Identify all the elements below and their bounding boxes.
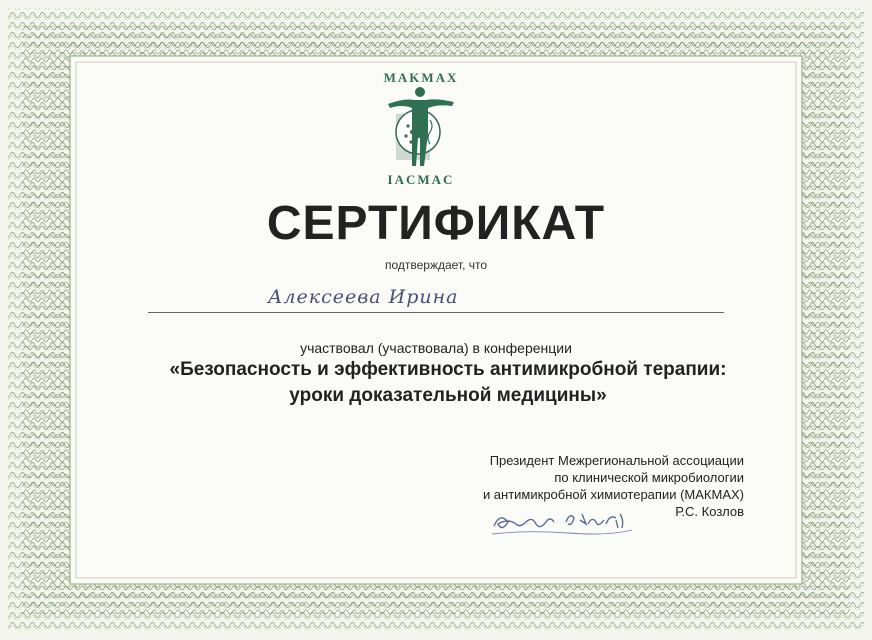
logo-top-text: MAKMAX bbox=[383, 70, 459, 85]
recipient-name: Алексеева Ирина bbox=[268, 286, 459, 308]
handwritten-signature bbox=[488, 500, 638, 544]
participation-text: участвовал (участвовала) в конференции bbox=[300, 340, 572, 356]
confirms-text: подтверждает, что bbox=[384, 258, 488, 272]
association-logo bbox=[376, 70, 466, 190]
signatory-name: Р.С. Козлов bbox=[675, 504, 744, 519]
signatory-line3: и антимикробной химиотерапии (МАКМАХ) bbox=[482, 487, 744, 502]
conference-title-line2: уроки доказательной медицины» bbox=[289, 385, 607, 406]
human-figure-logo-icon bbox=[384, 86, 458, 172]
logo-bottom-text: IACMAC bbox=[387, 172, 455, 187]
certificate-title: СЕРТИФИКАТ bbox=[266, 197, 606, 250]
conference-title bbox=[0, 357, 872, 409]
signatory-line1: Президент Межрегиональной ассоциации bbox=[489, 453, 744, 468]
name-underline bbox=[148, 312, 724, 313]
conference-title-line1: «Безопасность и эффективность антимикробной терапии: bbox=[169, 359, 727, 380]
signatory-line2: по клинической микробиологии bbox=[554, 470, 744, 485]
